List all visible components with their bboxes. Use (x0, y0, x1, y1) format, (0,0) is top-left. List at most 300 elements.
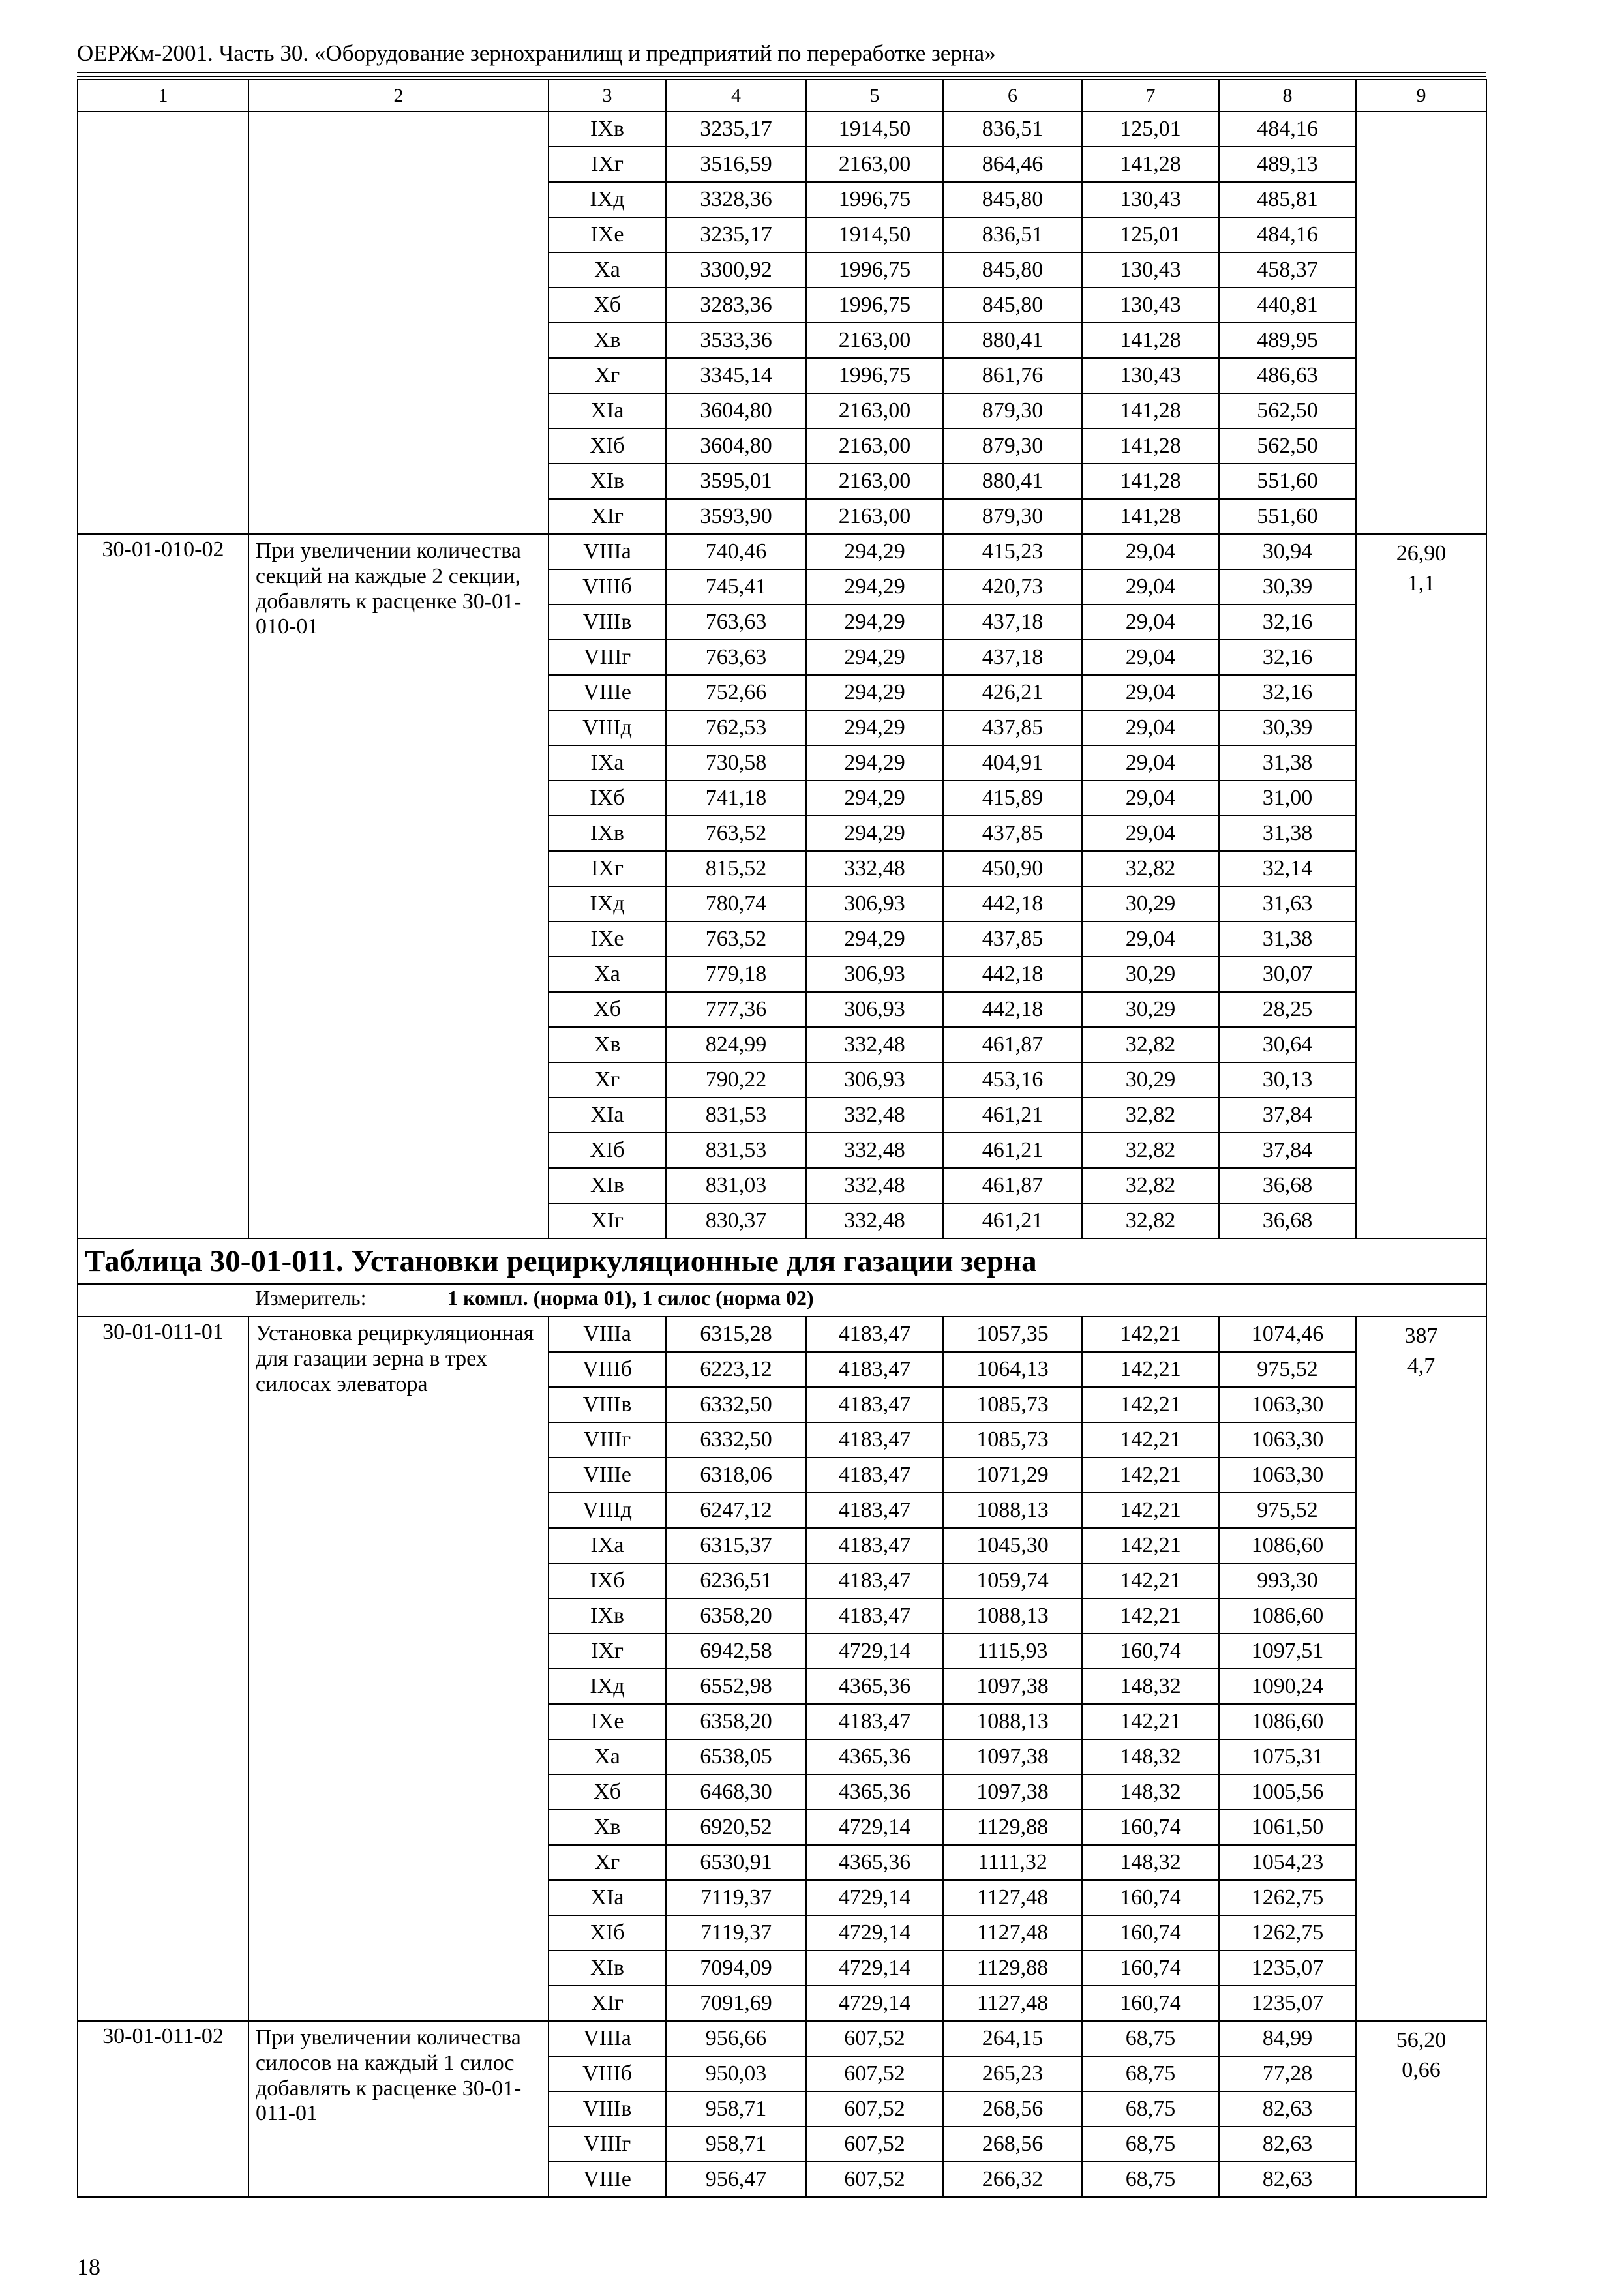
cost-value: 6223,12 (666, 1352, 806, 1387)
cost-value: 4729,14 (806, 1951, 943, 1986)
cost-value: 1086,60 (1219, 1528, 1356, 1563)
cost-value: 148,32 (1082, 1845, 1219, 1880)
cost-value: 836,51 (943, 112, 1082, 147)
cost-value: 956,66 (666, 2021, 806, 2056)
zone-code: VIIIв (549, 1387, 666, 1422)
rate-code (78, 112, 248, 534)
cost-value: 1127,48 (943, 1880, 1082, 1915)
cost-value: 437,85 (943, 710, 1082, 745)
zone-code: IXд (549, 886, 666, 921)
cost-value: 1914,50 (806, 217, 943, 252)
cost-value: 29,04 (1082, 781, 1219, 816)
cost-value: 484,16 (1219, 217, 1356, 252)
cost-value: 4729,14 (806, 1634, 943, 1669)
cost-value: 142,21 (1082, 1458, 1219, 1493)
cost-value: 6332,50 (666, 1422, 806, 1458)
column-number: 5 (806, 80, 943, 112)
cost-value: 332,48 (806, 1133, 943, 1168)
cost-value: 6247,12 (666, 1493, 806, 1528)
cost-value: 29,04 (1082, 710, 1219, 745)
cost-value: 1063,30 (1219, 1387, 1356, 1422)
cost-value: 956,47 (666, 2162, 806, 2197)
cost-value: 879,30 (943, 393, 1082, 428)
cost-value: 28,25 (1219, 992, 1356, 1027)
column-number: 6 (943, 80, 1082, 112)
rate-code: 30-01-011-02 (78, 2021, 248, 2197)
cost-value: 148,32 (1082, 1739, 1219, 1774)
cost-value: 32,82 (1082, 851, 1219, 886)
cost-value: 130,43 (1082, 252, 1219, 288)
cost-value: 836,51 (943, 217, 1082, 252)
extra-value: 26,90 (1396, 541, 1447, 565)
cost-value: 4183,47 (806, 1528, 943, 1563)
extra-value: 56,20 (1396, 2028, 1447, 2052)
cost-value: 31,63 (1219, 886, 1356, 921)
cost-value: 1063,30 (1219, 1458, 1356, 1493)
cost-value: 562,50 (1219, 393, 1356, 428)
zone-code: IXд (549, 182, 666, 217)
table-body (78, 80, 1486, 2197)
cost-value: 420,73 (943, 569, 1082, 605)
cost-value: 3533,36 (666, 323, 806, 358)
cost-value: 1088,13 (943, 1704, 1082, 1739)
meter-value: 1 компл. (норма 01), 1 силос (норма 02) (447, 1286, 814, 1309)
cost-value: 84,99 (1219, 2021, 1356, 2056)
cost-value: 440,81 (1219, 288, 1356, 323)
cost-value: 461,87 (943, 1168, 1082, 1203)
extra-values (1356, 112, 1486, 534)
cost-value: 68,75 (1082, 2162, 1219, 2197)
cost-value: 37,84 (1219, 1133, 1356, 1168)
cost-value: 1914,50 (806, 112, 943, 147)
cost-value: 4183,47 (806, 1352, 943, 1387)
zone-code: XIг (549, 1203, 666, 1238)
cost-value: 437,18 (943, 605, 1082, 640)
cost-value: 7119,37 (666, 1915, 806, 1951)
cost-value: 484,16 (1219, 112, 1356, 147)
cost-value: 294,29 (806, 534, 943, 569)
cost-value: 6236,51 (666, 1563, 806, 1598)
meter-blank (78, 1284, 248, 1317)
cost-value: 332,48 (806, 1168, 943, 1203)
zone-code: IXг (549, 1634, 666, 1669)
table-title-row (78, 1238, 1486, 1284)
cost-value: 31,38 (1219, 921, 1356, 957)
cost-value: 160,74 (1082, 1915, 1219, 1951)
cost-value: 562,50 (1219, 428, 1356, 464)
zone-code: VIIIа (549, 534, 666, 569)
meter-row (78, 1284, 1486, 1317)
page-number: 18 (77, 2254, 100, 2280)
cost-value: 1059,74 (943, 1563, 1082, 1598)
cost-value: 762,53 (666, 710, 806, 745)
zone-code: VIIIг (549, 1422, 666, 1458)
cost-value: 6468,30 (666, 1774, 806, 1810)
cost-value: 1045,30 (943, 1528, 1082, 1563)
zone-code: Xа (549, 252, 666, 288)
zone-code: XIб (549, 428, 666, 464)
cost-value: 77,28 (1219, 2056, 1356, 2091)
cost-value: 30,13 (1219, 1062, 1356, 1098)
zone-code: Xв (549, 1027, 666, 1062)
cost-value: 160,74 (1082, 1880, 1219, 1915)
cost-value: 461,87 (943, 1027, 1082, 1062)
extra-value: 1,1 (1407, 571, 1436, 595)
rate-description: Установка рециркуляционная для газации зерна в трех силосах элеватора (248, 1317, 549, 2021)
column-number: 8 (1219, 80, 1356, 112)
cost-value: 142,21 (1082, 1493, 1219, 1528)
cost-value: 125,01 (1082, 112, 1219, 147)
cost-value: 29,04 (1082, 605, 1219, 640)
zone-code: IXд (549, 1669, 666, 1704)
cost-value: 294,29 (806, 921, 943, 957)
cost-value: 426,21 (943, 675, 1082, 710)
cost-value: 1129,88 (943, 1951, 1082, 1986)
extra-values (1356, 534, 1486, 1238)
header-rule (77, 72, 1486, 73)
cost-value: 950,03 (666, 2056, 806, 2091)
cost-value: 461,21 (943, 1098, 1082, 1133)
meter-cell (248, 1284, 1486, 1317)
cost-value: 32,82 (1082, 1098, 1219, 1133)
zone-code: Xа (549, 957, 666, 992)
cost-value: 415,23 (943, 534, 1082, 569)
cost-value: 777,36 (666, 992, 806, 1027)
cost-value: 142,21 (1082, 1598, 1219, 1634)
cost-value: 1097,38 (943, 1669, 1082, 1704)
cost-value: 1262,75 (1219, 1880, 1356, 1915)
cost-value: 332,48 (806, 1098, 943, 1133)
cost-value: 6530,91 (666, 1845, 806, 1880)
cost-value: 1115,93 (943, 1634, 1082, 1669)
cost-value: 2163,00 (806, 464, 943, 499)
table-row (78, 1317, 1486, 1352)
cost-value: 442,18 (943, 957, 1082, 992)
meter-label: Измеритель: (255, 1286, 367, 1309)
cost-value: 37,84 (1219, 1098, 1356, 1133)
cost-value: 4183,47 (806, 1598, 943, 1634)
cost-value: 1129,88 (943, 1810, 1082, 1845)
cost-value: 125,01 (1082, 217, 1219, 252)
cost-value: 3604,80 (666, 393, 806, 428)
cost-value: 958,71 (666, 2091, 806, 2127)
cost-value: 779,18 (666, 957, 806, 992)
column-number: 3 (549, 80, 666, 112)
zone-code: VIIIе (549, 2162, 666, 2197)
cost-value: 880,41 (943, 464, 1082, 499)
rate-code: 30-01-010-02 (78, 534, 248, 1238)
cost-value: 29,04 (1082, 816, 1219, 851)
cost-value: 30,29 (1082, 1062, 1219, 1098)
cost-value: 864,46 (943, 147, 1082, 182)
cost-value: 306,93 (806, 1062, 943, 1098)
cost-value: 730,58 (666, 745, 806, 781)
zone-code: Xб (549, 288, 666, 323)
cost-value: 880,41 (943, 323, 1082, 358)
cost-value: 6315,28 (666, 1317, 806, 1352)
cost-value: 3300,92 (666, 252, 806, 288)
cost-value: 1086,60 (1219, 1704, 1356, 1739)
cost-value: 1111,32 (943, 1845, 1082, 1880)
cost-value: 607,52 (806, 2162, 943, 2197)
cost-value: 551,60 (1219, 499, 1356, 534)
cost-value: 32,82 (1082, 1203, 1219, 1238)
cost-value: 142,21 (1082, 1352, 1219, 1387)
cost-value: 29,04 (1082, 640, 1219, 675)
zone-code: VIIIд (549, 710, 666, 745)
table-row (78, 2021, 1486, 2056)
price-table (77, 79, 1487, 2198)
cost-value: 1061,50 (1219, 1810, 1356, 1845)
zone-code: Xг (549, 358, 666, 393)
cost-value: 29,04 (1082, 745, 1219, 781)
cost-value: 32,82 (1082, 1168, 1219, 1203)
cost-value: 404,91 (943, 745, 1082, 781)
cost-value: 68,75 (1082, 2127, 1219, 2162)
cost-value: 31,38 (1219, 745, 1356, 781)
cost-value: 815,52 (666, 851, 806, 886)
cost-value: 740,46 (666, 534, 806, 569)
cost-value: 294,29 (806, 710, 943, 745)
cost-value: 1088,13 (943, 1493, 1082, 1528)
zone-code: Xб (549, 1774, 666, 1810)
cost-value: 6318,06 (666, 1458, 806, 1493)
cost-value: 266,32 (943, 2162, 1082, 2197)
cost-value: 4183,47 (806, 1563, 943, 1598)
zone-code: XIа (549, 1098, 666, 1133)
column-number: 2 (248, 80, 549, 112)
cost-value: 551,60 (1219, 464, 1356, 499)
cost-value: 3283,36 (666, 288, 806, 323)
zone-code: VIIIв (549, 605, 666, 640)
cost-value: 845,80 (943, 182, 1082, 217)
page-header: ОЕРЖм-2001. Часть 30. «Оборудование зернохранилищ и предприятий по переработке зерна» (77, 40, 996, 66)
cost-value: 489,95 (1219, 323, 1356, 358)
zone-code: VIIIе (549, 1458, 666, 1493)
cost-value: 763,63 (666, 605, 806, 640)
cost-value: 831,53 (666, 1098, 806, 1133)
extra-values (1356, 1317, 1486, 2021)
zone-code: VIIIа (549, 1317, 666, 1352)
zone-code: Xг (549, 1845, 666, 1880)
cost-value: 4729,14 (806, 1880, 943, 1915)
cost-value: 4365,36 (806, 1774, 943, 1810)
cost-value: 442,18 (943, 992, 1082, 1027)
cost-value: 958,71 (666, 2127, 806, 2162)
cost-value: 1996,75 (806, 252, 943, 288)
cost-value: 4365,36 (806, 1669, 943, 1704)
cost-value: 485,81 (1219, 182, 1356, 217)
cost-value: 32,82 (1082, 1027, 1219, 1062)
cost-value: 3604,80 (666, 428, 806, 464)
cost-value: 294,29 (806, 569, 943, 605)
cost-value: 142,21 (1082, 1528, 1219, 1563)
cost-value: 30,29 (1082, 992, 1219, 1027)
cost-value: 879,30 (943, 499, 1082, 534)
cost-value: 141,28 (1082, 393, 1219, 428)
zone-code: IXг (549, 147, 666, 182)
cost-value: 3235,17 (666, 112, 806, 147)
zone-code: XIв (549, 1168, 666, 1203)
cost-value: 1097,51 (1219, 1634, 1356, 1669)
zone-code: XIб (549, 1133, 666, 1168)
cost-value: 68,75 (1082, 2056, 1219, 2091)
cost-value: 4183,47 (806, 1458, 943, 1493)
cost-value: 82,63 (1219, 2162, 1356, 2197)
cost-value: 993,30 (1219, 1563, 1356, 1598)
cost-value: 268,56 (943, 2091, 1082, 2127)
zone-code: Xг (549, 1062, 666, 1098)
cost-value: 1235,07 (1219, 1951, 1356, 1986)
cost-value: 32,14 (1219, 851, 1356, 886)
cost-value: 415,89 (943, 781, 1082, 816)
zone-code: IXв (549, 816, 666, 851)
cost-value: 148,32 (1082, 1669, 1219, 1704)
cost-value: 1085,73 (943, 1422, 1082, 1458)
cost-value: 790,22 (666, 1062, 806, 1098)
cost-value: 6538,05 (666, 1739, 806, 1774)
cost-value: 141,28 (1082, 499, 1219, 534)
cost-value: 130,43 (1082, 358, 1219, 393)
cost-value: 306,93 (806, 992, 943, 1027)
cost-value: 2163,00 (806, 323, 943, 358)
zone-code: IXб (549, 1563, 666, 1598)
cost-value: 2163,00 (806, 428, 943, 464)
cost-value: 437,85 (943, 816, 1082, 851)
cost-value: 294,29 (806, 745, 943, 781)
cost-value: 82,63 (1219, 2127, 1356, 2162)
cost-value: 1262,75 (1219, 1915, 1356, 1951)
cost-value: 141,28 (1082, 464, 1219, 499)
cost-value: 306,93 (806, 957, 943, 992)
cost-value: 142,21 (1082, 1704, 1219, 1739)
cost-value: 1063,30 (1219, 1422, 1356, 1458)
zone-code: XIв (549, 464, 666, 499)
zone-code: IXа (549, 1528, 666, 1563)
cost-value: 332,48 (806, 851, 943, 886)
cost-value: 36,68 (1219, 1203, 1356, 1238)
cost-value: 1996,75 (806, 288, 943, 323)
cost-value: 442,18 (943, 886, 1082, 921)
cost-value: 831,53 (666, 1133, 806, 1168)
cost-value: 294,29 (806, 605, 943, 640)
cost-value: 461,21 (943, 1203, 1082, 1238)
zone-code: IXг (549, 851, 666, 886)
cost-value: 82,63 (1219, 2091, 1356, 2127)
cost-value: 294,29 (806, 640, 943, 675)
cost-value: 160,74 (1082, 1634, 1219, 1669)
cost-value: 975,52 (1219, 1493, 1356, 1528)
cost-value: 294,29 (806, 675, 943, 710)
cost-value: 845,80 (943, 288, 1082, 323)
cost-value: 450,90 (943, 851, 1082, 886)
zone-code: IXа (549, 745, 666, 781)
cost-value: 1127,48 (943, 1915, 1082, 1951)
cost-value: 30,29 (1082, 957, 1219, 992)
cost-value: 6358,20 (666, 1704, 806, 1739)
cost-value: 30,94 (1219, 534, 1356, 569)
cost-value: 780,74 (666, 886, 806, 921)
cost-value: 130,43 (1082, 288, 1219, 323)
cost-value: 265,23 (943, 2056, 1082, 2091)
cost-value: 3593,90 (666, 499, 806, 534)
rate-description: При увеличении количества секций на каждые 2 секции, добавлять к расценке 30-01-010-01 (248, 534, 549, 1238)
cost-value: 6552,98 (666, 1669, 806, 1704)
cost-value: 1064,13 (943, 1352, 1082, 1387)
zone-code: IXе (549, 217, 666, 252)
cost-value: 458,37 (1219, 252, 1356, 288)
extra-value: 4,7 (1407, 1354, 1436, 1378)
zone-code: XIг (549, 1986, 666, 2021)
cost-value: 32,16 (1219, 640, 1356, 675)
cost-value: 6315,37 (666, 1528, 806, 1563)
cost-value: 3328,36 (666, 182, 806, 217)
cost-value: 607,52 (806, 2091, 943, 2127)
cost-value: 1088,13 (943, 1598, 1082, 1634)
cost-value: 3595,01 (666, 464, 806, 499)
cost-value: 607,52 (806, 2056, 943, 2091)
cost-value: 32,16 (1219, 605, 1356, 640)
cost-value: 1996,75 (806, 358, 943, 393)
cost-value: 148,32 (1082, 1774, 1219, 1810)
extra-value: 0,66 (1402, 2058, 1441, 2082)
cost-value: 29,04 (1082, 534, 1219, 569)
cost-value: 141,28 (1082, 428, 1219, 464)
zone-code: VIIIд (549, 1493, 666, 1528)
zone-code: XIа (549, 1880, 666, 1915)
cost-value: 332,48 (806, 1203, 943, 1238)
cost-value: 1097,38 (943, 1739, 1082, 1774)
cost-value: 3345,14 (666, 358, 806, 393)
cost-value: 745,41 (666, 569, 806, 605)
cost-value: 4729,14 (806, 1915, 943, 1951)
cost-value: 1071,29 (943, 1458, 1082, 1493)
zone-code: VIIIг (549, 640, 666, 675)
cost-value: 31,00 (1219, 781, 1356, 816)
cost-value: 4729,14 (806, 1986, 943, 2021)
cost-value: 741,18 (666, 781, 806, 816)
zone-code: IXб (549, 781, 666, 816)
cost-value: 763,63 (666, 640, 806, 675)
cost-value: 142,21 (1082, 1317, 1219, 1352)
cost-value: 7091,69 (666, 1986, 806, 2021)
cost-value: 68,75 (1082, 2021, 1219, 2056)
cost-value: 30,39 (1219, 710, 1356, 745)
cost-value: 160,74 (1082, 1810, 1219, 1845)
cost-value: 6942,58 (666, 1634, 806, 1669)
extra-values (1356, 2021, 1486, 2197)
zone-code: VIIIб (549, 2056, 666, 2091)
cost-value: 1085,73 (943, 1387, 1082, 1422)
cost-value: 1127,48 (943, 1986, 1082, 2021)
cost-value: 2163,00 (806, 147, 943, 182)
cost-value: 1057,35 (943, 1317, 1082, 1352)
cost-value: 30,39 (1219, 569, 1356, 605)
cost-value: 607,52 (806, 2127, 943, 2162)
cost-value: 264,15 (943, 2021, 1082, 2056)
zone-code: XIб (549, 1915, 666, 1951)
cost-value: 607,52 (806, 2021, 943, 2056)
cost-value: 437,85 (943, 921, 1082, 957)
cost-value: 1054,23 (1219, 1845, 1356, 1880)
table-row (78, 112, 1486, 147)
cost-value: 332,48 (806, 1027, 943, 1062)
cost-value: 763,52 (666, 921, 806, 957)
cost-value: 1086,60 (1219, 1598, 1356, 1634)
cost-value: 4365,36 (806, 1739, 943, 1774)
column-number: 4 (666, 80, 806, 112)
cost-value: 453,16 (943, 1062, 1082, 1098)
